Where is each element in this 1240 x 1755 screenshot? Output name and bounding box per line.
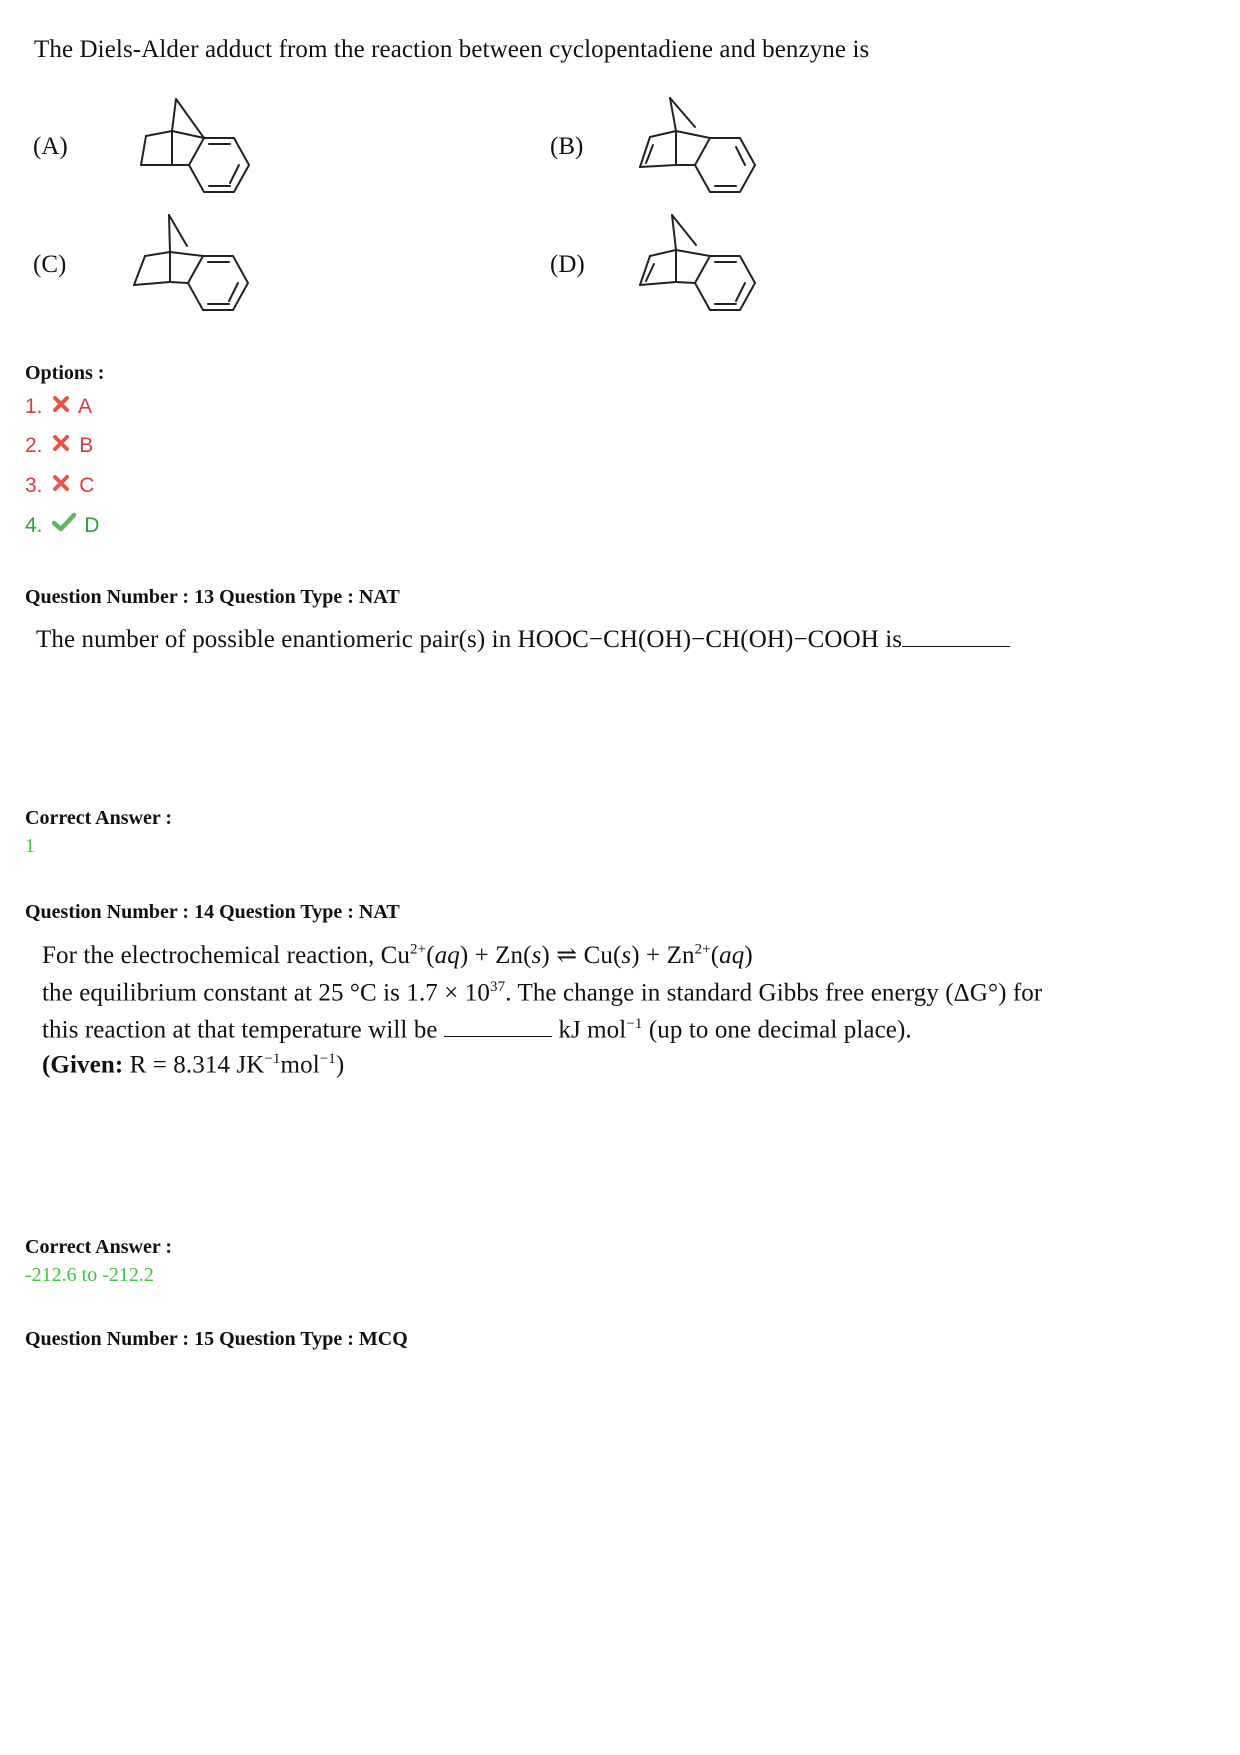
cross-icon	[52, 434, 70, 452]
choice-c-label: (C)	[33, 251, 67, 278]
option-text: D	[84, 514, 100, 537]
given-value: R = 8.314 JK	[129, 1051, 265, 1079]
cross-icon	[52, 474, 70, 492]
question-13-stem	[36, 626, 1010, 654]
choice-b-label: (B)	[550, 133, 584, 160]
question-13-header: Question Number : 13 Question Type : NAT	[25, 586, 400, 608]
choice-a-label: (A)	[33, 133, 68, 160]
choice-a-structure	[130, 95, 280, 205]
option-text: C	[79, 474, 95, 497]
unit-exponent: −1	[626, 1016, 643, 1032]
gibbs-text: . The change in standard Gibbs free energy (ΔG°) for	[505, 979, 1043, 1007]
option-1[interactable]	[25, 395, 92, 419]
aq-label: aq	[434, 942, 460, 969]
question-13-text: The number of possible enantiomeric pair(s) in HOOC−CH(OH)−CH(OH)−COOH is	[36, 626, 903, 653]
cross-icon	[52, 395, 70, 413]
choice-c-structure	[125, 212, 275, 322]
correct-answer-value: -212.6 to -212.2	[25, 1264, 154, 1286]
correct-answer-label: Correct Answer :	[25, 807, 172, 829]
answer-blank	[444, 1035, 552, 1037]
unit-exponent: −1	[319, 1051, 336, 1067]
options-label: Options :	[25, 362, 105, 384]
reaction-prefix: For the electrochemical reaction, Cu	[42, 942, 411, 969]
option-text: A	[78, 395, 93, 418]
given-mol: mol	[280, 1051, 320, 1079]
option-2[interactable]	[25, 434, 93, 458]
option-number: 4.	[25, 514, 43, 537]
answer-blank	[902, 645, 1010, 647]
unit-exponent: −1	[264, 1051, 281, 1067]
correct-answer-label: Correct Answer :	[25, 1236, 172, 1258]
choice-d-label: (D)	[550, 251, 585, 278]
choice-b-structure	[630, 95, 780, 205]
option-3[interactable]	[25, 474, 94, 498]
precision-text: (up to one decimal place).	[648, 1016, 912, 1044]
option-number: 1.	[25, 395, 43, 418]
question-14-line-2	[42, 979, 1042, 1007]
check-icon	[52, 512, 76, 532]
question-15-header: Question Number : 15 Question Type : MCQ	[25, 1328, 408, 1350]
ion-charge: 2+	[694, 941, 711, 958]
equilibrium-text: the equilibrium constant at 25 °C is 1.7 × 10	[42, 979, 490, 1007]
exponent: 37	[490, 979, 506, 995]
option-number: 3.	[25, 474, 43, 497]
given-label: (Given:	[42, 1051, 124, 1079]
aq-label: aq	[719, 942, 745, 969]
question-14-given: (Given: R = 8.314 $JK^{-1}mol^{-1}$)	[42, 1051, 345, 1079]
ion-charge: 2+	[410, 941, 427, 958]
choice-d-structure	[630, 212, 780, 322]
question-12-stem: The Diels-Alder adduct from the reaction between cyclopentadiene and benzyne is	[34, 36, 870, 63]
question-14-line-3	[42, 1016, 912, 1044]
equilibrium-arrow: ⇌	[556, 942, 578, 969]
question-14-header: Question Number : 14 Question Type : NAT	[25, 901, 400, 923]
unit-text: kJ mol	[558, 1016, 627, 1044]
solid-label: s	[621, 942, 632, 969]
option-text: B	[79, 434, 94, 457]
temperature-text: this reaction at that temperature will be	[42, 1016, 438, 1044]
option-number: 2.	[25, 434, 43, 457]
correct-answer-value: 1	[25, 835, 35, 857]
solid-label: s	[531, 942, 542, 969]
option-4[interactable]	[25, 514, 99, 538]
question-14-line-1: For the electrochemical reaction, $Cu^{2+}(aq) + Zn(s)$ ⇌ $Cu(s) + Zn^{2+}(aq)$	[42, 941, 753, 969]
